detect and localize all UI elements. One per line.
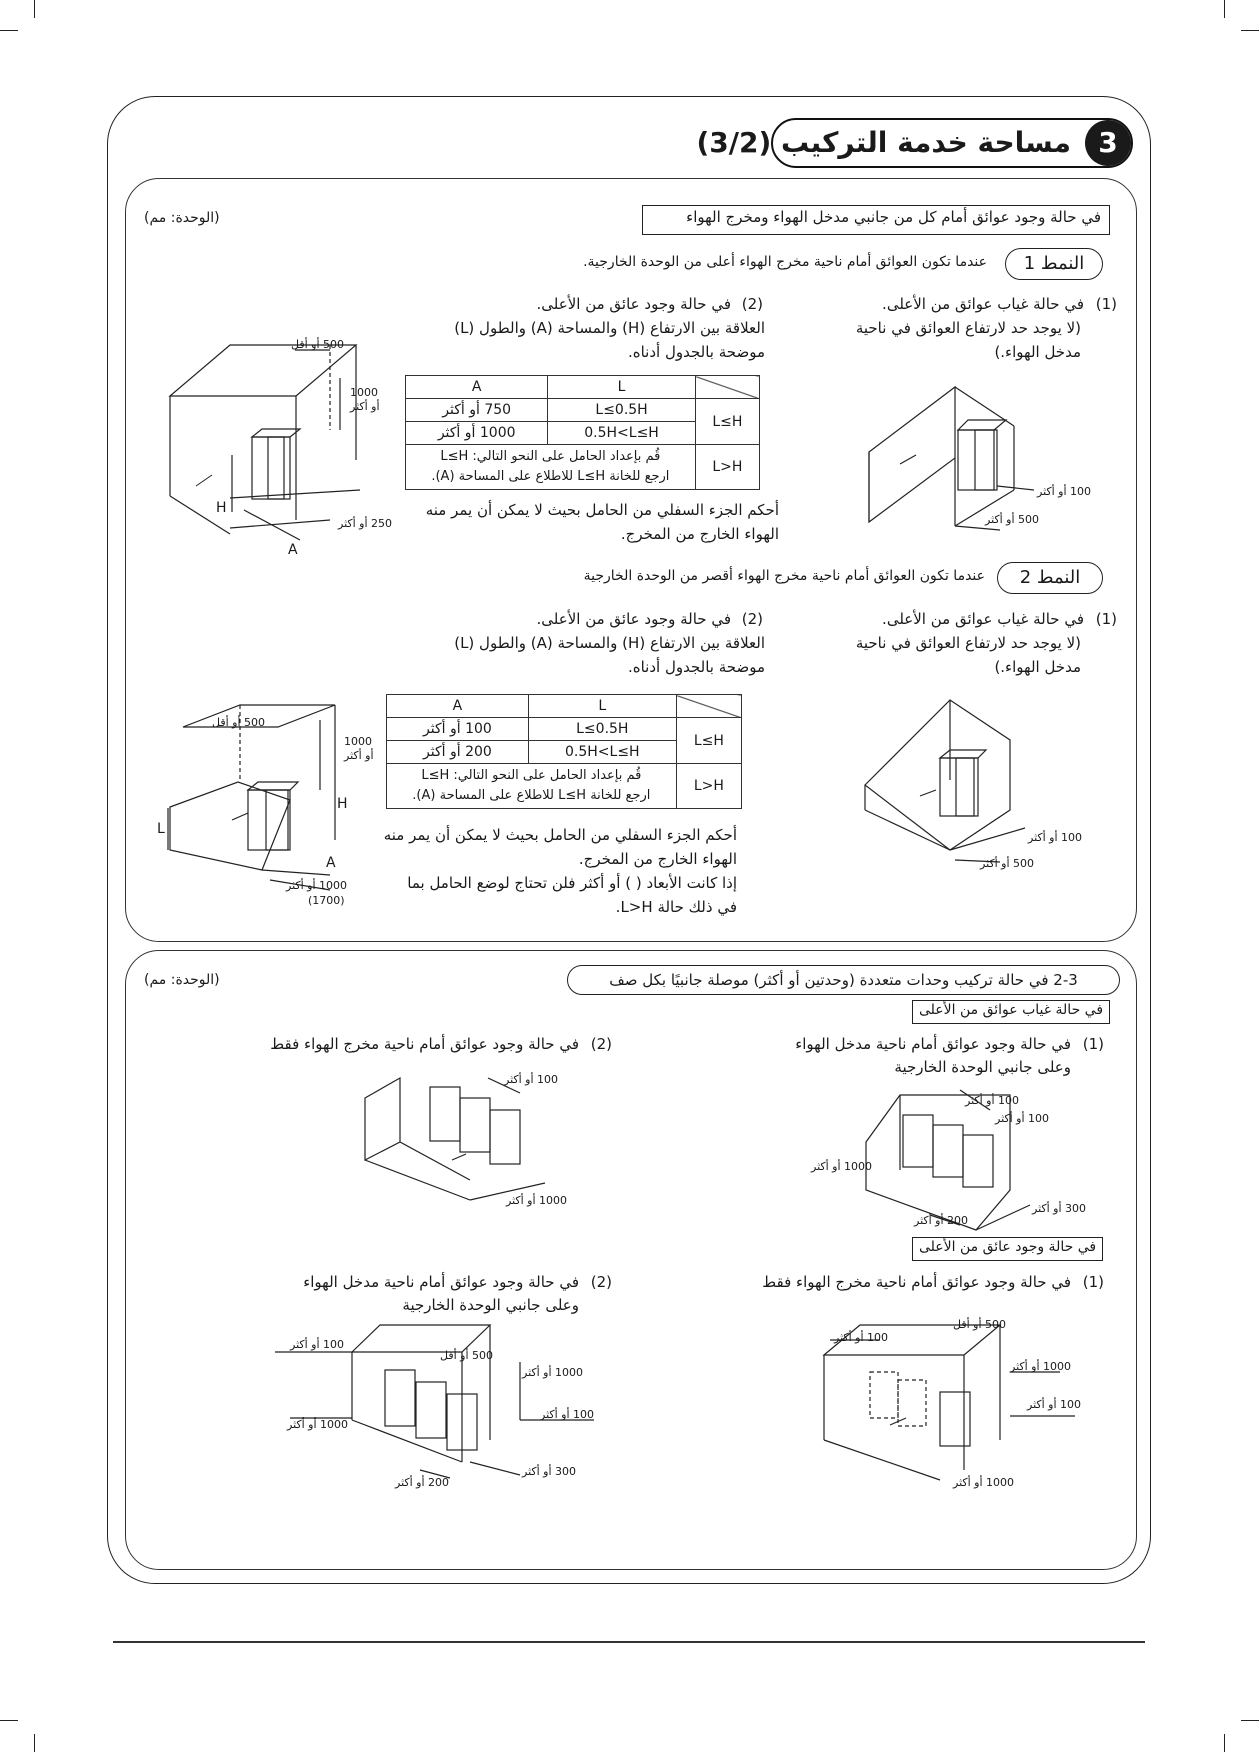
- p2-note-4: في ذلك حالة L>H.: [615, 898, 737, 916]
- p1-case1-l2: (لا يوجد حد لارتفاع العوائق في ناحية: [855, 319, 1081, 337]
- p1-case2-l2: العلاقة بين الارتفاع (H) والمساحة (A) والطول (L): [454, 319, 765, 337]
- section-a-heading: في حالة وجود عوائق أمام كل من جانبي مدخل الهواء ومخرج الهواء: [642, 205, 1110, 235]
- dim-label: 100 أو أكثر: [540, 1408, 595, 1421]
- p1-spec-table: [405, 375, 760, 490]
- table-cell: L≤0.5H: [528, 718, 676, 741]
- table-group: L≤H: [676, 718, 741, 764]
- footer-divider: [113, 1641, 1145, 1643]
- table-cell: 200 أو أكثر: [387, 741, 529, 764]
- table-cell: [387, 764, 677, 809]
- table-cell-line: ارجع للخانة L≤H للاطلاع على المساحة (A).: [431, 469, 670, 484]
- dim-label: 100 أو أكثر: [995, 1112, 1050, 1125]
- p2-case1-l3: مدخل الهواء.): [994, 658, 1081, 676]
- crop-mark: [1241, 1720, 1259, 1721]
- table-cell: 750 أو أكثر: [406, 399, 548, 422]
- no-top-label: في حالة غياب عوائق من الأعلى: [912, 1000, 1110, 1024]
- dim-label: 500 أو أقل: [953, 1318, 1007, 1331]
- dim-label: 1000 أو أكثر: [1010, 1360, 1072, 1373]
- dim-label: 1000 أو أكثر: [811, 1160, 873, 1173]
- section-number-badge: 3: [1085, 120, 1131, 166]
- dim-label: 100 أو أكثر: [290, 1338, 345, 1351]
- b1-case2-num: (2): [590, 1035, 612, 1053]
- pattern-2-desc: عندما تكون العوائق أمام ناحية مخرج الهواء أقصر من الوحدة الخارجية: [583, 568, 985, 584]
- table-cell-line: قُم بإعداد الحامل على النحو التالي: L≤H: [440, 449, 661, 464]
- p2-note-1: أحكم الجزء السفلي من الحامل بحيث لا يمكن أن يمر منه: [383, 826, 737, 844]
- dim-label: H: [216, 500, 227, 516]
- p2-case2-num: (2): [741, 610, 763, 628]
- table-cell: [406, 445, 696, 490]
- p2-note-3: إذا كانت الأبعاد ( ) أو أكثر فلن تحتاج لوضع الحامل بما: [407, 874, 737, 892]
- dim-label: 250 أو أكثر: [338, 517, 393, 530]
- table-group: L>H: [695, 445, 759, 490]
- table-cell-line: ارجع للخانة L≤H للاطلاع على المساحة (A).: [412, 788, 651, 803]
- p2-case1-num: (1): [1095, 610, 1117, 628]
- unit-label: (الوحدة: مم): [144, 972, 220, 988]
- dim-label: 100 أو أكثر: [1027, 1398, 1082, 1411]
- p2-note-2: الهواء الخارج من المخرج.: [578, 850, 737, 868]
- dim-label: A: [326, 855, 336, 871]
- dim-label: 500 أو أكثر: [980, 857, 1035, 870]
- table-cell: 100 أو أكثر: [387, 718, 529, 741]
- b1-case1-l2: وعلى جانبي الوحدة الخارجية: [894, 1058, 1071, 1076]
- dim-label: 500 أو أكثر: [985, 513, 1040, 526]
- table-group: L>H: [676, 764, 741, 809]
- p2-case2-l2: العلاقة بين الارتفاع (H) والمساحة (A) والطول (L): [454, 634, 765, 652]
- dim-label: (1700): [308, 894, 345, 907]
- dim-label: 1000 أو أكثر: [522, 1366, 584, 1379]
- table-cell-line: قُم بإعداد الحامل على النحو التالي: L≤H: [421, 768, 642, 783]
- p1-note-2: الهواء الخارج من المخرج.: [620, 525, 779, 543]
- dim-label: 500 أو أقل: [291, 338, 345, 351]
- table-header-a: A: [387, 695, 529, 718]
- p1-case1-l3: مدخل الهواء.): [994, 343, 1081, 361]
- section-b-heading: 2-3 في حالة تركيب وحدات متعددة (وحدتين أو أكثر) موصلة جانبيًا بكل صف: [567, 965, 1120, 995]
- pattern-1-desc: عندما تكون العوائق أمام ناحية مخرج الهواء أعلى من الوحدة الخارجية.: [583, 254, 987, 270]
- pattern-2-label: النمط 2: [997, 562, 1103, 594]
- p1-case2-num: (2): [741, 295, 763, 313]
- p2-case1-l2: (لا يوجد حد لارتفاع العوائق في ناحية: [855, 634, 1081, 652]
- p1-case2-l1: في حالة وجود عائق من الأعلى.: [536, 295, 731, 313]
- dim-label: 200 أو أكثر: [395, 1476, 450, 1489]
- table-cell: 1000 أو أكثر: [406, 422, 548, 445]
- table-cell: L≤0.5H: [548, 399, 695, 422]
- dim-label: 100 أو أكثر: [504, 1073, 559, 1086]
- table-group: L≤H: [695, 399, 759, 445]
- dim-label: 1000 أو أكثر: [287, 1418, 349, 1431]
- b2-case2-l1: في حالة وجود عوائق أمام ناحية مدخل الهواء: [303, 1273, 579, 1291]
- p1-case1-l1: في حالة غياب عوائق من الأعلى.: [882, 295, 1084, 313]
- table-header-l: L: [528, 695, 676, 718]
- dim-label: 1000 أو أكثر: [953, 1476, 1015, 1489]
- p1-case1-num: (1): [1095, 295, 1117, 313]
- dim-label: 200 أو أكثر: [914, 1214, 969, 1227]
- p2-case2-l3: موضحة بالجدول أدناه.: [627, 658, 765, 676]
- dim-label: L: [157, 821, 165, 837]
- dim-label: 100 أو أكثر: [965, 1094, 1020, 1107]
- crop-mark: [1224, 0, 1225, 18]
- crop-mark: [0, 30, 18, 31]
- dim-label: 500 أو أقل: [440, 1349, 494, 1362]
- crop-mark: [0, 1720, 18, 1721]
- dim-label: 100 أو أكثر: [1037, 485, 1092, 498]
- b1-case2-l1: في حالة وجود عوائق أمام ناحية مخرج الهواء فقط: [270, 1035, 579, 1053]
- dim-label: 500 أو أقل: [212, 716, 266, 729]
- table-cell: 0.5H<L≤H: [528, 741, 676, 764]
- table-header-l: L: [548, 376, 695, 399]
- table-header-a: A: [406, 376, 548, 399]
- crop-mark: [34, 1734, 35, 1752]
- p1-case2-l3: موضحة بالجدول أدناه.: [627, 343, 765, 361]
- dim-label: 1000: [344, 735, 372, 748]
- dim-label: 1000 أو أكثر: [286, 879, 348, 892]
- b2-case1-l1: في حالة وجود عوائق أمام ناحية مخرج الهواء فقط: [762, 1273, 1071, 1291]
- crop-mark: [1241, 30, 1259, 31]
- p2-case2-l1: في حالة وجود عائق من الأعلى.: [536, 610, 731, 628]
- unit-label: (الوحدة: مم): [144, 210, 220, 226]
- page-title: مساحة خدمة التركيب (3/2): [696, 126, 1071, 159]
- p2-spec-table: [386, 694, 742, 809]
- b1-case1-num: (1): [1082, 1035, 1104, 1053]
- table-corner: [695, 376, 759, 399]
- dim-label: A: [288, 542, 298, 558]
- crop-mark: [1224, 1734, 1225, 1752]
- p1-note-1: أحكم الجزء السفلي من الحامل بحيث لا يمكن أن يمر منه: [425, 501, 779, 519]
- dim-label: 1000: [350, 386, 378, 399]
- dim-label: 300 أو أكثر: [522, 1465, 577, 1478]
- dim-label: أو أكثر: [344, 749, 374, 762]
- dim-label: 100 أو أكثر: [834, 1331, 889, 1344]
- dim-label: H: [337, 796, 348, 812]
- table-corner: [676, 695, 741, 718]
- crop-mark: [34, 0, 35, 18]
- section-title: [696, 118, 1133, 168]
- b1-case1-l1: في حالة وجود عوائق أمام ناحية مدخل الهواء: [795, 1035, 1071, 1053]
- with-top-label: في حالة وجود عائق من الأعلى: [912, 1237, 1103, 1261]
- b2-case2-l2: وعلى جانبي الوحدة الخارجية: [402, 1296, 579, 1314]
- dim-label: أو أكثر: [350, 400, 380, 413]
- dim-label: 300 أو أكثر: [1032, 1202, 1087, 1215]
- table-cell: 0.5H<L≤H: [548, 422, 695, 445]
- dim-label: 100 أو أكثر: [1028, 831, 1083, 844]
- p2-case1-l1: في حالة غياب عوائق من الأعلى.: [882, 610, 1084, 628]
- b2-case2-num: (2): [590, 1273, 612, 1291]
- pattern-1-label: النمط 1: [1005, 248, 1103, 280]
- dim-label: 1000 أو أكثر: [506, 1194, 568, 1207]
- b2-case1-num: (1): [1082, 1273, 1104, 1291]
